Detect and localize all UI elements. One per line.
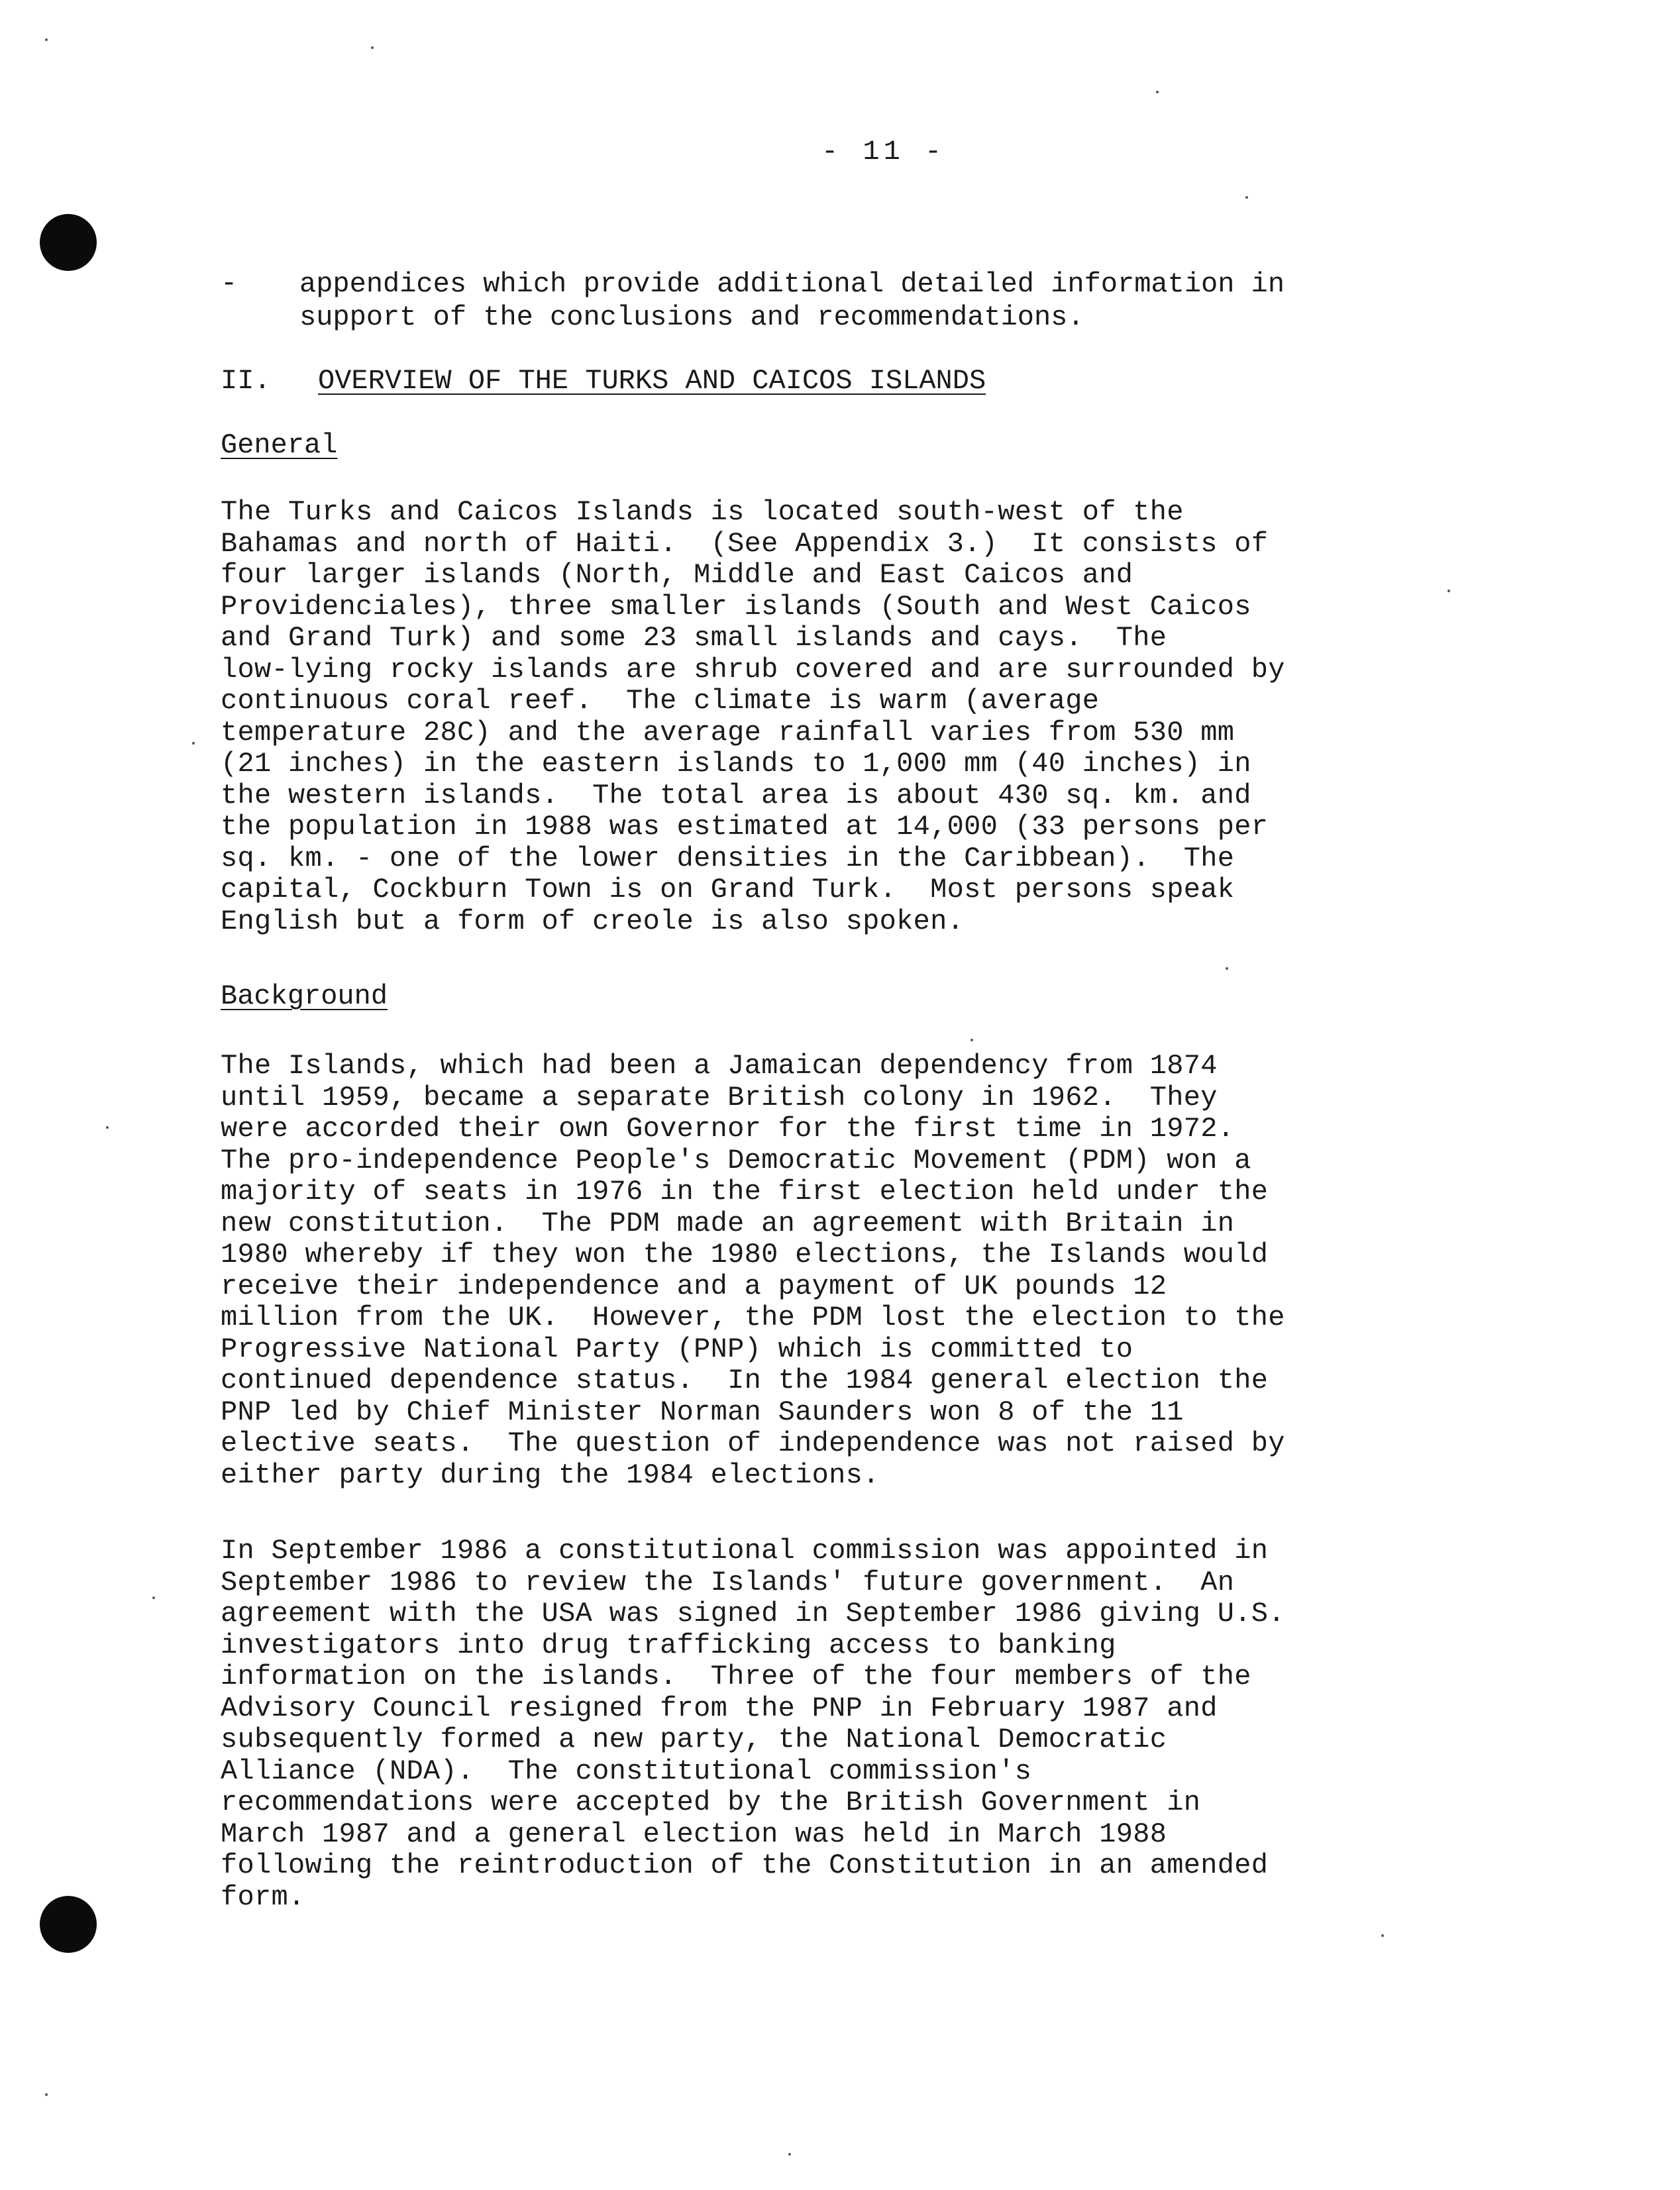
- scan-speck: [45, 2093, 48, 2096]
- scan-speck: [971, 1039, 973, 1041]
- scan-speck: [45, 38, 48, 41]
- punch-hole-top: [40, 214, 97, 271]
- punch-hole-bottom: [40, 1896, 97, 1953]
- background-paragraph-1: The Islands, which had been a Jamaican dependency from 1874 until 1959, became a separate British colony in 1962. They were accorded their own Governor for the first time in 1972. The pro-independence People's Democratic Movement (PDM) won a majority of seats in 1976 in the first election held under the new constitution. The PDM made an agreement with Britain in 1980 whereby if they won the 1980 elections, the Islands would receive their independence and a payment of UK pounds 12 million from the UK. However, the PDM lost the election to the Progressive National Party (PNP) which is committed to continued dependence status. In the 1984 general election the PNP led by Chief Minister Norman Saunders won 8 of the 11 elective seats. The question of independence was not raised by either party during the 1984 elections.: [221, 1050, 1285, 1491]
- general-heading: General: [221, 429, 338, 461]
- section-number: II.: [221, 365, 271, 397]
- bullet-marker: -: [221, 268, 238, 299]
- scan-speck: [1381, 1934, 1384, 1937]
- scan-speck: [152, 1596, 155, 1599]
- scan-speck: [371, 46, 374, 49]
- scan-speck: [788, 2153, 791, 2156]
- section-title: OVERVIEW OF THE TURKS AND CAICOS ISLANDS: [318, 365, 986, 397]
- scan-speck: [106, 1126, 109, 1129]
- general-paragraph: The Turks and Caicos Islands is located south-west of the Bahamas and north of Haiti. (See Appendix 3.) It consists of four larger islands (North, Middle and East Caicos and Providenciales), three smaller islands (South and West Caicos and Grand Turk) and some 23 small islands and cays. The low-lying rocky islands are shrub covered and are surrounded by continuous coral reef. The climate is warm (average temperature 28C) and the average rainfall varies from 530 mm (21 inches) in the eastern islands to 1,000 mm (40 inches) in the western islands. The total area is about 430 sq. km. and the population in 1988 was estimated at 14,000 (33 persons per sq. km. - one of the lower densities in the Caribbean). The capital, Cockburn Town is on Grand Turk. Most persons speak English but a form of creole is also spoken.: [221, 496, 1285, 937]
- page-number: - 11 -: [821, 136, 946, 168]
- bullet-line-2: support of the conclusions and recommendations.: [299, 301, 1084, 333]
- scan-speck: [192, 742, 195, 745]
- background-paragraph-2: In September 1986 a constitutional commission was appointed in September 1986 to review the Islands' future government. An agreement with the USA was signed in September 1986 giving U.S. investigators into drug trafficking access to banking information on the islands. Three of the four members of the Advisory Council resigned from the PNP in February 1987 and subsequently formed a new party, the National Democratic Alliance (NDA). The constitutional commission's recommendations were accepted by the British Government in March 1987 and a general election was held in March 1988 following the reintroduction of the Constitution in an amended form.: [221, 1535, 1285, 1913]
- scan-speck: [1226, 967, 1228, 970]
- bullet-item: [299, 268, 1285, 334]
- background-heading: Background: [221, 980, 388, 1012]
- scan-speck: [1245, 196, 1248, 199]
- bullet-line-1: appendices which provide additional detailed information in: [299, 268, 1285, 300]
- scan-speck: [1156, 91, 1159, 93]
- scan-speck: [1447, 590, 1450, 592]
